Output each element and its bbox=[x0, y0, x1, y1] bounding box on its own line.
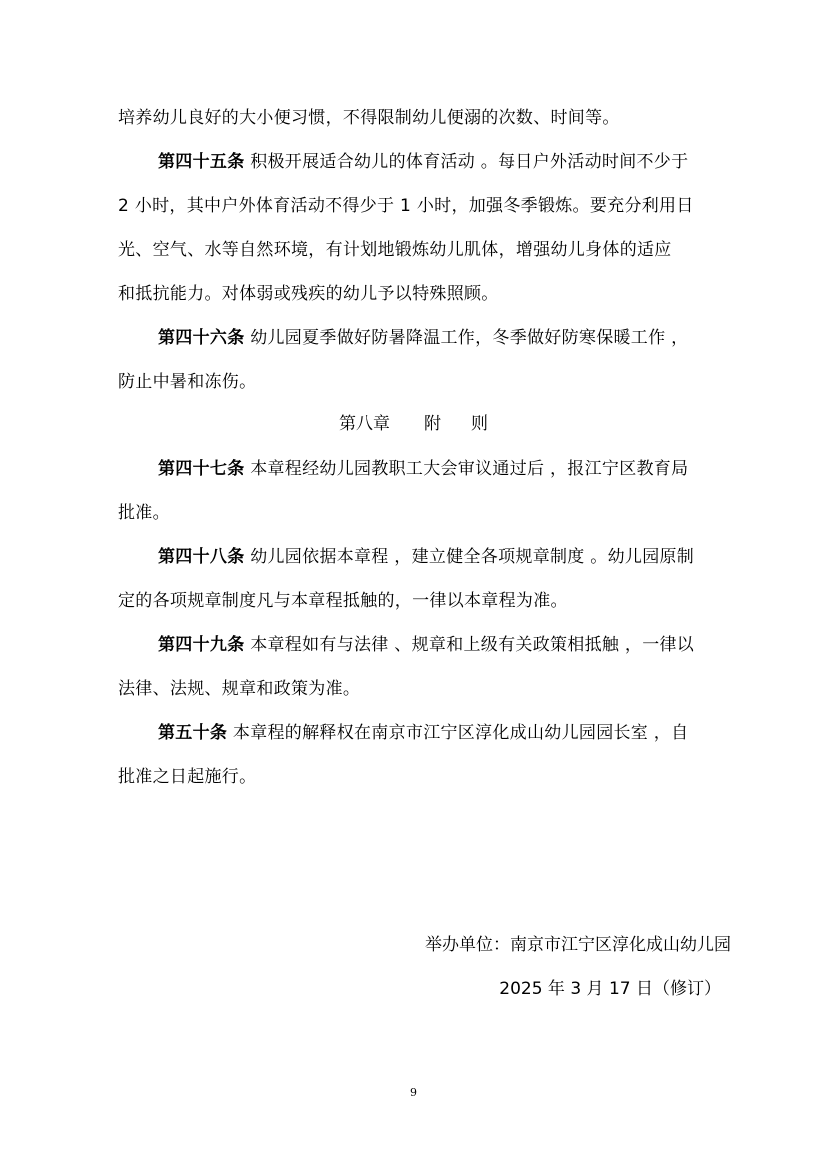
paragraph-line: 防止中暑和冻伤。 bbox=[118, 372, 257, 392]
article-number: 第四十六条 bbox=[158, 328, 245, 348]
article-number: 第五十条 bbox=[158, 723, 228, 743]
paragraph-line: 定的各项规章制度凡与本章程抵触的，一律以本章程为准。 bbox=[118, 591, 568, 611]
article-47: 第四十七条 本章程经幼儿园教职工大会审议通过后 ，报江宁区教育局 bbox=[158, 459, 689, 479]
paragraph-line: 和抵抗能力。对体弱或残疾的幼儿予以特殊照顾。 bbox=[118, 284, 499, 304]
article-number: 第四十五条 bbox=[158, 152, 245, 172]
article-48: 第四十八条 幼儿园依据本章程 ，建立健全各项规章制度 。幼儿园原制 bbox=[158, 547, 695, 567]
paragraph-line: 批准。 bbox=[118, 503, 170, 523]
article-50: 第五十条 本章程的解释权在南京市江宁区淳化成山幼儿园园长室 ，自 bbox=[158, 723, 689, 743]
article-45: 第四十五条 积极开展适合幼儿的体育活动 。每日户外活动时间不少于 bbox=[158, 152, 689, 172]
article-number: 第四十九条 bbox=[158, 635, 245, 655]
revision-date: 2025 年 3 月 17 日（修订） bbox=[499, 979, 721, 999]
article-number: 第四十八条 bbox=[158, 547, 245, 567]
paragraph-line: 培养幼儿良好的大小便习惯，不得限制幼儿便溺的次数、时间等。 bbox=[118, 108, 620, 128]
article-number: 第四十七条 bbox=[158, 459, 245, 479]
organizer-signature: 举办单位：南京市江宁区淳化成山幼儿园 bbox=[425, 935, 731, 955]
paragraph-line: 光、空气、水等自然环境，有计划地锻炼幼儿肌体，增强幼儿身体的适应 bbox=[118, 240, 672, 260]
paragraph-line: 批准之日起施行。 bbox=[118, 767, 257, 787]
article-49: 第四十九条 本章程如有与法律 、规章和上级有关政策相抵触 ，一律以 bbox=[158, 635, 695, 655]
article-46: 第四十六条 幼儿园夏季做好防暑降温工作，冬季做好防寒保暖工作 ， bbox=[158, 328, 689, 348]
paragraph-line: 2 小时，其中户外体育活动不得少于 1 小时，加强冬季锻炼。要充分利用日 bbox=[118, 196, 694, 216]
page-number: 9 bbox=[410, 1086, 417, 1099]
paragraph-line: 法律、法规、规章和政策为准。 bbox=[118, 679, 361, 699]
chapter-heading: 第八章 附 则 bbox=[339, 414, 488, 434]
